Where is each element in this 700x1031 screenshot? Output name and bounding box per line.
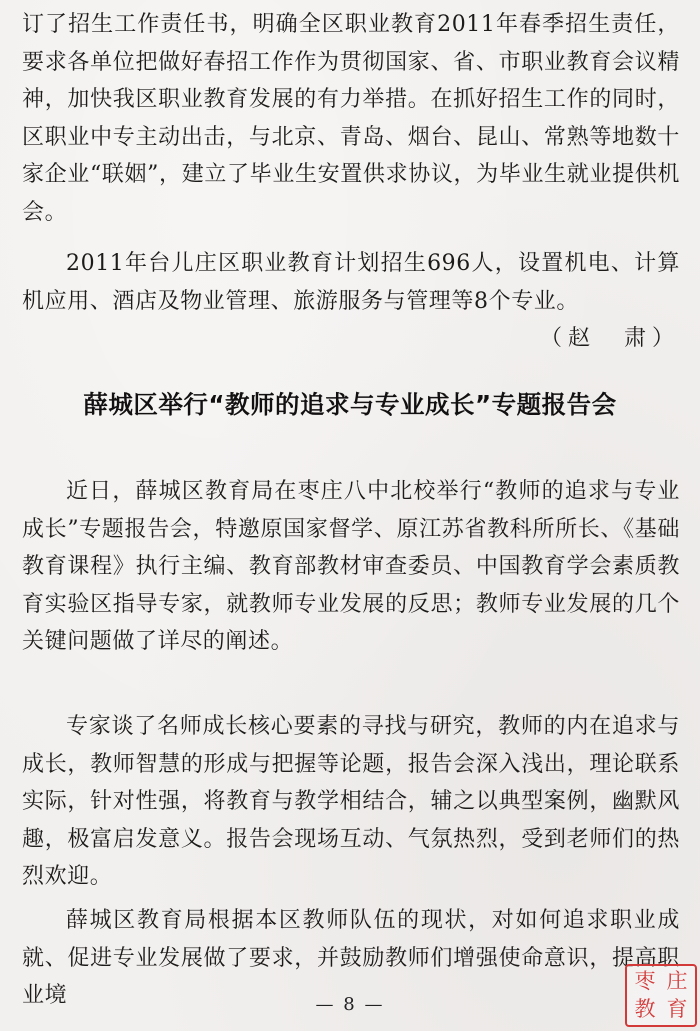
author-byline: （赵 肃） <box>539 326 680 351</box>
paragraph-taierzhuang-plan <box>22 245 680 358</box>
paragraph-expert-talk <box>22 708 680 896</box>
stamp-char: 庄 <box>666 969 688 994</box>
paragraph-text: 薛城区教育局根据本区教师队伍的现状，对如何追求职业成就、促进专业发展做了要求，并鼓励教师们增强使命意识，提高职业境 <box>22 908 680 1008</box>
paragraph-text: 专家谈了名师成长核心要素的寻找与研究，教师的内在追求与成长，教师智慧的形成与把握等论题，报告会深入浅出，理论联系实际，针对性强，将教育与教学相结合，辅之以典型案例，幽默风趣，极富启发意义。报告会现场互动、气氛热烈，受到老师们的热烈欢迎。 <box>22 714 680 889</box>
article-heading: 薛城区举行“教师的追求与专业成长”专题报告会 <box>83 390 617 419</box>
stamp-char: 教 <box>634 996 656 1021</box>
paragraph-text: 近日，薛城区教育局在枣庄八中北校举行“教师的追求与专业成长”专题报告会，特邀原国家督学、原江苏省教科所所长、《基础教育课程》执行主编、教育部教材审查委员、中国教育学会素质教育实验区指导专家，就教师专业发展的反思；教师专业发展的几个关键问题做了详尽的阐述。 <box>22 479 680 654</box>
paragraph-report-meeting <box>22 473 680 661</box>
paragraph-text: 2011年台儿庄区职业教育计划招生696人，设置机电、计算机应用、酒店及物业管理、旅游服务与管理等8个专业。 <box>22 251 680 314</box>
watermark-stamp <box>625 964 697 1027</box>
paragraph-enrollment-responsibility <box>22 6 680 231</box>
stamp-char: 枣 <box>634 969 656 994</box>
paragraph-text: 订了招生工作责任书，明确全区职业教育2011年春季招生责任，要求各单位把做好春招工作作为贯彻国家、省、市职业教育会议精神，加快我区职业教育发展的有力举措。在抓好招生工作的同时，区职业中专主动出击，与北京、青岛、烟台、昆山、常熟等地数十家企业“联姻”，建立了毕业生安置供求协议，为毕业生就业提供机会。 <box>22 12 680 225</box>
stamp-char: 育 <box>666 996 688 1021</box>
page-number: — 8 — <box>315 994 385 1015</box>
